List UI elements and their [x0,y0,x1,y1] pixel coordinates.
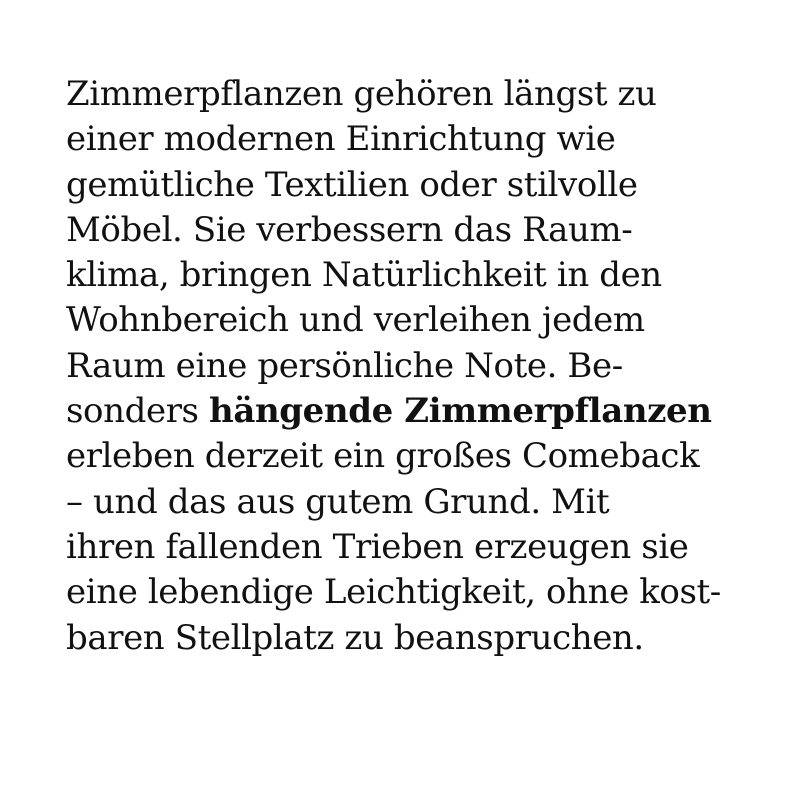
paragraph-line: Möbel. Sie verbessern das Raum- [66,209,633,250]
paragraph-line: Zimmerpflanzen gehören längst zu [66,74,657,114]
paragraph-line: baren Stellplatz zu beanspruchen. [66,617,644,658]
paragraph-line: – und das aus gutem Grund. Mit [66,481,610,522]
article-paragraph [66,72,766,661]
paragraph-line: Wohnbereich und verleihen jedem [66,300,645,341]
paragraph-line: Raum eine persönliche Note. Be- [66,345,623,386]
paragraph-line-with-emphasis [66,389,766,434]
paragraph-line: einer modernen Einrichtung wie [66,119,616,160]
bold-emphasis: hängende Zimmerpflanzen [209,391,712,432]
paragraph-line: erleben derzeit ein großes Comeback [66,436,700,477]
paragraph-line: eine lebendige Leichtigkeit, ohne kost- [66,572,721,613]
paragraph-line: gemütliche Textilien oder stilvolle [66,164,638,205]
paragraph-line: ihren fallenden Trieben erzeugen sie [66,526,689,567]
paragraph-line-start: sonders [66,391,210,432]
paragraph-line: klima, bringen Natürlichkeit in den [66,255,662,296]
